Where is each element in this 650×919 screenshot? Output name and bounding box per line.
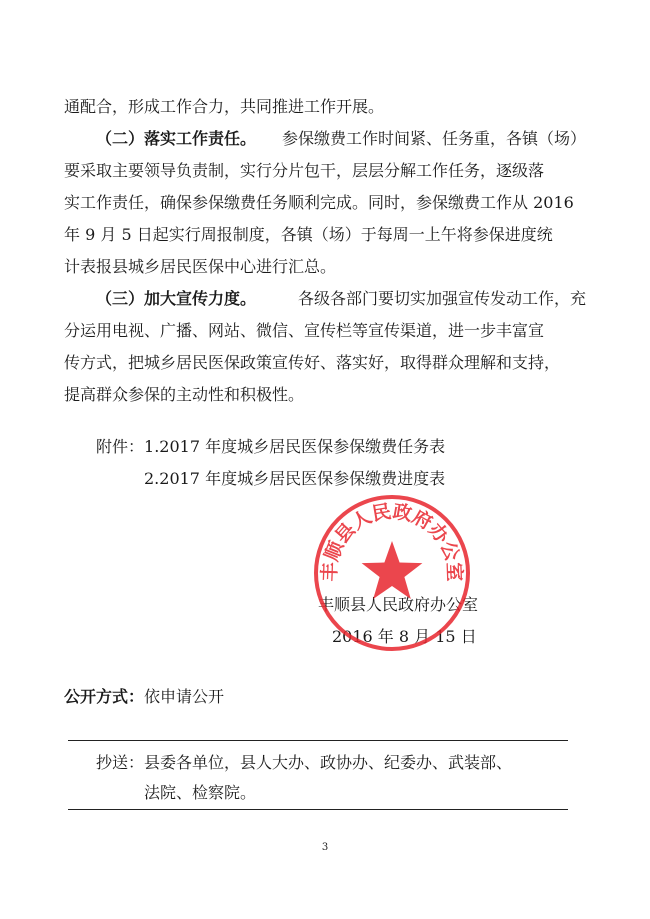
official-seal (312, 493, 472, 653)
disclosure-line (64, 686, 224, 708)
seal-graphic (312, 493, 472, 653)
body-line-1: 通配合，形成工作合力，共同推进工作开展。 (64, 97, 385, 116)
section-3-line-3: 传方式，把城乡居民医保政策宣传好、落实好，取得群众理解和支持， (64, 353, 561, 372)
page-number: 3 (321, 842, 329, 853)
attachment-item-2: 2.2017 年度城乡居民医保参保缴费进度表 (144, 469, 446, 488)
cc-top-divider (68, 740, 568, 741)
cc-recipients-2: 法院、检察院。 (144, 783, 257, 802)
cc-label: 抄送： (96, 753, 145, 772)
section-2-first-line (96, 128, 586, 150)
section-3-line-4: 提高群众参保的主动性和积极性。 (64, 385, 305, 404)
section-3-first-line (96, 288, 586, 310)
section-2-line-1-text: 参保缴费工作时间紧、任务重，各镇（场） (281, 129, 586, 148)
attachment-item-1: 1.2017 年度城乡居民医保参保缴费任务表 (144, 437, 446, 456)
section-3-heading: （三）加大宣传力度。 (96, 289, 257, 308)
section-3-line-1-text: 各级各部门要切实加强宣传发动工作，充 (297, 289, 586, 308)
disclosure-value: 依申请公开 (144, 687, 225, 706)
cc-bottom-divider (68, 809, 568, 810)
issuer-name: 丰顺县人民政府办公室 (318, 595, 479, 614)
disclosure-label: 公开方式： (64, 687, 145, 706)
section-2-line-2: 要采取主要领导负责制，实行分片包干，层层分解工作任务，逐级落 (64, 161, 545, 180)
seal-star-icon (362, 541, 423, 599)
section-2-heading: （二）落实工作责任。 (96, 129, 257, 148)
section-2-line-5: 计表报县城乡居民医保中心进行汇总。 (64, 257, 337, 276)
issue-date: 2016 年 8 月 15 日 (332, 627, 477, 646)
seal-text: 丰顺县人民政府办公室 (318, 500, 466, 582)
attachments-label: 附件： (96, 437, 145, 456)
attachments-line-1 (96, 436, 445, 458)
section-2-line-4: 年 9 月 5 日起实行周报制度，各镇（场）于每周一上午将参保进度统 (64, 225, 553, 244)
cc-line-1 (96, 752, 512, 774)
section-2-line-3: 实工作责任，确保参保缴费任务顺利完成。同时，参保缴费工作从 2016 (64, 193, 574, 212)
section-3-line-2: 分运用电视、广播、网站、微信、宣传栏等宣传渠道，进一步丰富宣 (64, 321, 545, 340)
cc-recipients-1: 县委各单位，县人大办、政协办、纪委办、武装部、 (144, 753, 513, 772)
